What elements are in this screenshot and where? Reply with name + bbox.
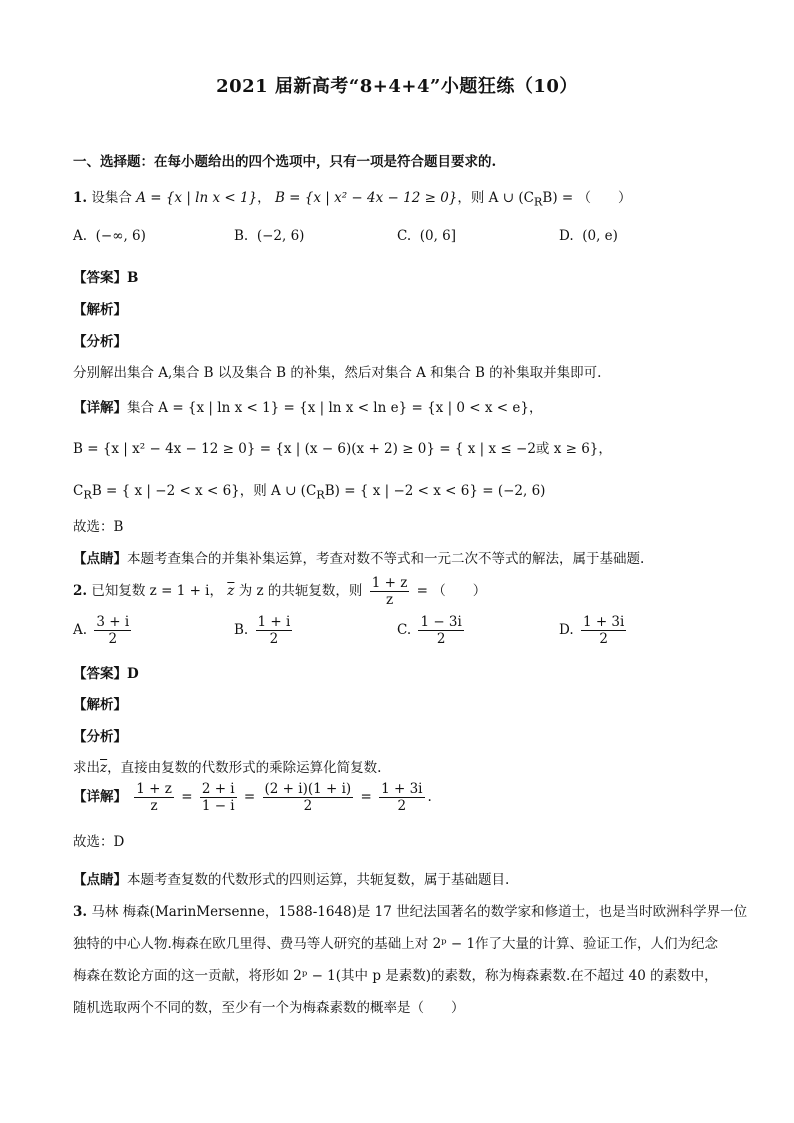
option-label: D. bbox=[559, 622, 574, 638]
fraction-denominator: 2 bbox=[397, 798, 407, 814]
fraction-numerator: 1 − 3i bbox=[420, 614, 462, 630]
option-label: C. bbox=[397, 228, 412, 244]
option-label: C. bbox=[397, 622, 412, 638]
expr-part: A ∪ (C bbox=[488, 190, 534, 206]
option-value: (0, e) bbox=[582, 228, 618, 244]
fraction-denominator: 2 bbox=[108, 631, 118, 647]
question-3-line-4: 随机选取两个不同的数，至少有一个为梅森素数的概率是（ ） bbox=[73, 1000, 465, 1016]
detail-text: B = { x | −2 < x < 6}，则 A ∪ (C bbox=[91, 483, 317, 499]
option-a bbox=[73, 614, 134, 647]
detail-tag: 【详解】 bbox=[73, 789, 127, 805]
detail-text: 集合 A = {x | ln x < 1} = {x | ln x < ln e} = {x | 0 < x < e}， bbox=[127, 400, 543, 416]
fraction-numerator: 1 + z bbox=[371, 575, 408, 591]
option-label: A. bbox=[73, 228, 88, 244]
option-b bbox=[234, 228, 304, 244]
page-title: 2021 届新高考“8+4+4”小题狂练（10） bbox=[216, 76, 578, 97]
answer-tag: 【答案】B bbox=[73, 270, 139, 286]
detail-line-2: B = {x | x² − 4x − 12 ≥ 0} = {x | (x − 6)(x + 2) ≥ 0} = { x | x ≤ −2或 x ≥ 6}， bbox=[73, 441, 612, 457]
detail-fraction bbox=[263, 781, 354, 814]
option-label: B. bbox=[234, 228, 249, 244]
question-2-fraction bbox=[370, 575, 410, 608]
option-fraction bbox=[418, 614, 463, 647]
question-3-number: 3. bbox=[73, 904, 88, 920]
question-3-text: 马林 梅森(MarinMersenne，1588-1648)是 17 世纪法国著名的数学家和修道士，也是当时欧洲科学界一位 bbox=[91, 904, 748, 920]
question-1-number: 1. bbox=[73, 190, 88, 206]
analysis-text: 分别解出集合 A,集合 B 以及集合 B 的补集，然后对集合 A 和集合 B 的补集取并集即可. bbox=[73, 365, 602, 381]
comment-text: 本题考查集合的并集补集运算，考查对数不等式和一元二次不等式的解法，属于基础题. bbox=[127, 551, 645, 567]
option-a bbox=[73, 228, 146, 244]
fraction-denominator: 2 bbox=[599, 631, 608, 647]
fraction-numerator: 1 + i bbox=[257, 614, 291, 630]
conjugate-z: $\overline{z}$ bbox=[227, 583, 235, 599]
question-1-stem bbox=[73, 186, 632, 209]
detail-fraction bbox=[200, 781, 237, 814]
analysis-part: ，直接由复数的代数形式的乘除运算化简复数. bbox=[107, 760, 382, 776]
option-fraction bbox=[256, 614, 293, 647]
section-heading: 一、选择题：在每小题给出的四个选项中，只有一项是符合题目要求的. bbox=[73, 154, 497, 170]
question-2-stem bbox=[73, 575, 486, 608]
question-2-text: = （ ） bbox=[416, 583, 487, 599]
comment-text: 本题考查复数的代数形式的四则运算，共轭复数，属于基础题目. bbox=[127, 872, 510, 888]
detail-line bbox=[73, 781, 432, 814]
option-value: (−∞, 6) bbox=[95, 228, 146, 244]
fraction-denominator: 1 − i bbox=[201, 798, 235, 814]
option-label: B. bbox=[234, 622, 249, 638]
separator-comma: ， bbox=[257, 190, 271, 206]
option-fraction bbox=[94, 614, 131, 647]
option-b bbox=[234, 614, 295, 647]
expr-tail: B) = （ ） bbox=[542, 190, 632, 206]
fenxi-tag: 【分析】 bbox=[73, 334, 127, 350]
option-c bbox=[397, 228, 456, 244]
complement-subscript: R bbox=[83, 488, 92, 502]
fraction-numerator: 2 + i bbox=[201, 781, 235, 797]
jiexi-tag: 【解析】 bbox=[73, 697, 127, 713]
option-value: (−2, 6) bbox=[256, 228, 305, 244]
comment-tag: 【点睛】 bbox=[73, 872, 127, 888]
question-2-text: 已知复数 z = 1 + i， bbox=[91, 583, 223, 599]
choose-line: 故选：B bbox=[73, 519, 124, 535]
equals-sign: = bbox=[181, 789, 193, 805]
fraction-denominator: 2 bbox=[303, 798, 313, 814]
question-3-line-2: 独特的中心人物.梅森在欧几里得、费马等人研究的基础上对 2ᵖ − 1作了大量的计算、验证工作，人们为纪念 bbox=[73, 936, 719, 952]
set-b-definition: B = {x | x² − 4x − 12 ≥ 0} bbox=[274, 190, 458, 206]
fraction-numerator: 3 + i bbox=[96, 614, 130, 630]
equals-sign: = bbox=[243, 789, 256, 805]
option-d bbox=[559, 614, 629, 647]
comment-tag: 【点睛】 bbox=[73, 551, 127, 567]
fenxi-tag: 【分析】 bbox=[73, 729, 127, 745]
question-2-text: 为 z 的共轭复数，则 bbox=[238, 583, 363, 599]
jiexi-tag: 【解析】 bbox=[73, 302, 127, 318]
option-c bbox=[397, 614, 467, 647]
detail-fraction bbox=[134, 781, 174, 814]
question-3-line-3: 梅森在数论方面的这一贡献，将形如 2ᵖ − 1(其中 p 是素数)的素数，称为梅森素数.在不超过 40 的素数中， bbox=[73, 968, 718, 984]
question-3-line-1 bbox=[73, 900, 747, 920]
question-1-ask: ，则 bbox=[457, 190, 485, 206]
fraction-numerator: 1 + 3i bbox=[381, 781, 423, 797]
complement-subscript: R bbox=[316, 488, 325, 502]
analysis-text bbox=[73, 756, 381, 776]
period: . bbox=[427, 789, 432, 805]
option-label: A. bbox=[73, 622, 88, 638]
fraction-denominator: 2 bbox=[436, 631, 446, 647]
option-label: D. bbox=[559, 228, 574, 244]
detail-line-1 bbox=[73, 396, 542, 416]
question-1-prefix: 设集合 bbox=[91, 190, 132, 206]
fraction-numerator: 1 + 3i bbox=[582, 614, 625, 630]
set-a-definition: A = {x | ln x < 1} bbox=[136, 190, 258, 206]
option-value: (0, 6] bbox=[419, 228, 457, 244]
option-d bbox=[559, 228, 618, 244]
answer-tag: 【答案】D bbox=[73, 666, 139, 682]
detail-fraction bbox=[379, 781, 424, 814]
analysis-part: 求出 bbox=[73, 760, 100, 776]
fraction-numerator: 1 + z bbox=[136, 781, 172, 797]
conjugate-z: $\overline{z}$ bbox=[100, 760, 108, 776]
fraction-denominator: 2 bbox=[269, 631, 279, 647]
option-fraction bbox=[581, 614, 626, 647]
question-2-number: 2. bbox=[73, 583, 88, 599]
question-1-expression bbox=[488, 190, 632, 209]
detail-line-3 bbox=[73, 479, 545, 502]
complement-symbol: C bbox=[73, 483, 84, 499]
comment-line bbox=[73, 547, 644, 567]
choose-line: 故选：D bbox=[73, 834, 125, 850]
fraction-numerator: (2 + i)(1 + i) bbox=[264, 781, 352, 797]
detail-text: B) = { x | −2 < x < 6} = (−2, 6) bbox=[324, 483, 546, 499]
fraction-denominator: z bbox=[385, 592, 394, 608]
comment-line bbox=[73, 868, 509, 888]
complement-subscript: R bbox=[533, 195, 543, 209]
detail-tag: 【详解】 bbox=[73, 400, 127, 416]
fraction-denominator: z bbox=[150, 798, 158, 814]
equals-sign: = bbox=[360, 789, 372, 805]
